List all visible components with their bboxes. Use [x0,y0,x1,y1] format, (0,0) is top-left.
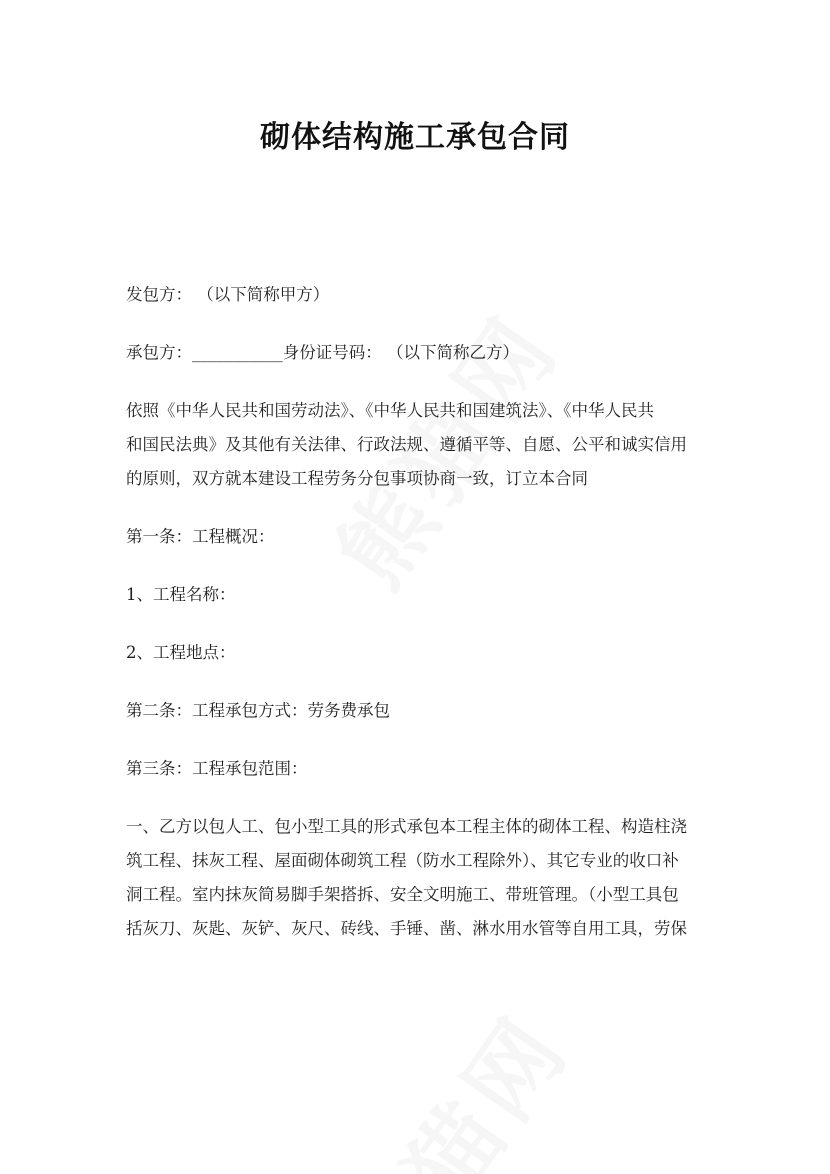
party-a-line: 发包方： （以下简称甲方） [126,285,330,304]
intro-line: 和国民法典》及其他有关法律、行政法规、遵循平等、自愿、公平和诚实信用 [126,435,687,454]
scope-line: 洞工程。室内抹灰简易脚手架搭拆、安全文明施工、带班管理。（小型工具包 [126,885,679,904]
watermark [311,983,595,1174]
project-name-line: 1、工程名称： [126,585,236,604]
scope-line: 一、乙方以包人工、包小型工具的形式承包本工程主体的砌体工程、构造柱浇 [126,817,687,836]
document-title: 砌体结构施工承包合同 [260,120,570,155]
article-3-heading: 第三条：工程承包范围： [126,759,308,778]
article-1-heading: 第一条：工程概况： [126,527,275,546]
intro-paragraph [126,394,706,496]
scope-line: 括灰刀、灰匙、灰铲、灰尺、砖线、手锤、凿、淋水用水管等自用工具，劳保 [126,919,687,938]
contract-body [126,278,706,946]
intro-line: 的原则，双方就本建设工程劳务分包事项协商一致，订立本合同 [126,469,588,488]
scope-line: 筑工程、抹灰工程、屋面砌体砌筑工程（防水工程除外）、其它专业的收口补 [126,851,679,870]
project-location-line: 2、工程地点： [126,643,236,662]
article-2-heading: 第二条：工程承包方式：劳务费承包 [126,701,390,720]
scope-paragraph [126,810,706,946]
party-b-line: 承包方：___________身份证号码： （以下简称乙方） [126,343,519,362]
intro-line: 依照《中华人民共和国劳动法》、《中华人民共和国建筑法》、《中华人民共 [126,401,654,420]
